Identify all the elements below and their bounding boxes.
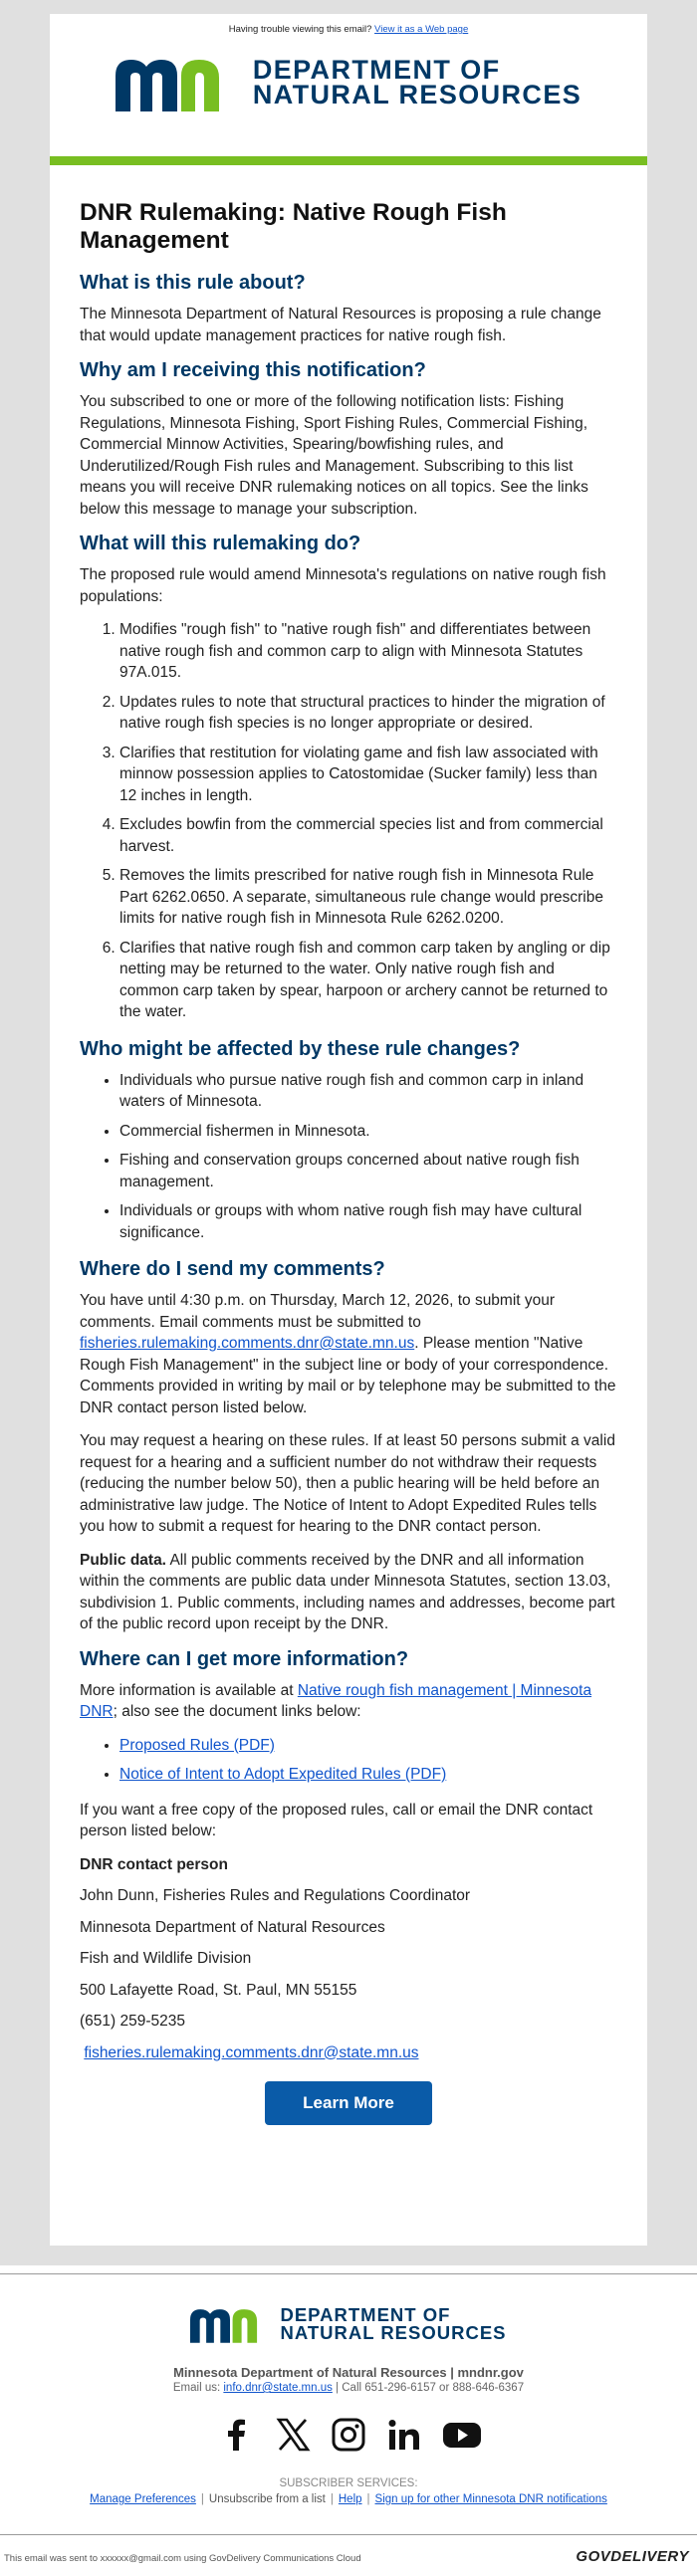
footer-logo: [0, 2305, 697, 2343]
unsubscribe-link[interactable]: Unsubscribe from a list: [208, 2493, 326, 2505]
notice-of-intent-link[interactable]: Notice of Intent to Adopt Expedited Rules (PDF): [119, 1766, 447, 1783]
list-item: [119, 1735, 617, 1757]
youtube-icon[interactable]: [442, 2417, 478, 2453]
more-info-prefix: More information is available at: [80, 1681, 298, 1699]
help-link[interactable]: Help: [338, 2493, 362, 2505]
who-heading: Who might be affected by these rule changes?: [80, 1037, 521, 1060]
manage-preferences-link[interactable]: Manage Preferences: [90, 2493, 196, 2505]
public-data-info: [80, 1550, 617, 1635]
free-copy-text: If you want a free copy of the proposed rules, call or email the DNR contact person listed below:: [80, 1801, 593, 1839]
footer-phone: | Call 651-296-6157 or 888-646-6367: [336, 2382, 525, 2394]
contact-name: John Dunn, Fisheries Rules and Regulations Coordinator: [80, 1887, 471, 1904]
public-data-label: Public data.: [80, 1551, 166, 1569]
list-item: 4. Excludes bowfin from the commercial species list and from commercial harvest.: [119, 814, 617, 857]
contact-label-text: DNR contact person: [80, 1855, 228, 1873]
facebook-icon[interactable]: [219, 2417, 255, 2453]
list-item: 2. Updates rules to note that structural practices to hinder the migration of native rough fish species is no longer appropriate or desired.: [119, 692, 617, 735]
footer: [0, 2265, 697, 2576]
what-intro: The proposed rule would amend Minnesota's regulations on native rough fish populations:: [80, 566, 606, 605]
instagram-icon[interactable]: [331, 2417, 366, 2453]
mn-logo-icon: [190, 2305, 270, 2343]
hearing-info: You may request a hearing on these rules. If at least 50 persons submit a valid request for a hearing and a sufficient number do not withdraw their requests (reducing the number below 50), then a public hearing will be held before an administrative law judge. The Notice of Intent to Adopt Expedited Rules tells you how to submit a request for hearing to the DNR contact person.: [80, 1432, 615, 1535]
sent-to-notice: This email was sent to xxxxxx@gmail.com using GovDelivery Communications Cloud: [4, 2553, 361, 2564]
comments-text: . Please mention "Native Rough Fish Management" in the subject line or body of your correspondence. Comments provided in writing by mail or by telephone may be submitted to the DNR contact person listed below.: [80, 1335, 616, 1416]
more-info-heading: Where can I get more information?: [80, 1647, 409, 1670]
separator: |: [330, 2493, 334, 2505]
govdelivery-logo: GOVDELIVERY: [576, 2548, 689, 2565]
subscriber-links: [0, 2493, 697, 2505]
signup-link[interactable]: Sign up for other Minnesota DNR notifications: [374, 2493, 607, 2505]
x-twitter-icon[interactable]: [275, 2417, 311, 2453]
email-body: [80, 199, 617, 2125]
why-heading: Why am I receiving this notification?: [80, 359, 426, 381]
email-label: Email us:: [172, 2382, 221, 2394]
list-item: • Individuals or groups with whom native rough fish may have cultural significance.: [119, 1200, 617, 1243]
about-body: The Minnesota Department of Natural Resources is proposing a rule change that would update management practices for native rough fish.: [80, 306, 601, 344]
list-item: 1. Modifies "rough fish" to "native rough fish" and differentiates between native rough fish and common carp to align with Minnesota Statutes 97A.015.: [119, 619, 617, 684]
contact-email: [80, 2042, 617, 2064]
wordmark-line-1: DEPARTMENT OF: [252, 55, 501, 85]
list-item: 5. Removes the limits prescribed for native rough fish in Minnesota Rule Part 6262.0650. A separate, simultaneous rule change would prescribe limits for native rough fish in Minnesota Rule 6262.0200.: [119, 865, 617, 930]
footer-email-link[interactable]: info.dnr@state.mn.us: [223, 2382, 333, 2394]
wordmark-line-2: NATURAL RESOURCES: [252, 80, 582, 109]
mn-logo-icon: [116, 54, 239, 111]
more-info-text: [80, 1680, 617, 1723]
list-item: • Commercial fishermen in Minnesota.: [119, 1121, 617, 1143]
linkedin-icon[interactable]: [386, 2417, 422, 2453]
list-item: 3. Clarifies that restitution for violating game and fish law associated with minnow possession applies to Catostomidae (Sucker family) less than 12 inches in length.: [119, 743, 617, 807]
preheader: [50, 14, 647, 35]
proposed-rules-link[interactable]: Proposed Rules (PDF): [119, 1736, 275, 1754]
list-item: [119, 1764, 617, 1786]
native-rough-fish-page-link[interactable]: Native rough fish management | Minnesota DNR: [80, 1681, 592, 1720]
preheader-text: Having trouble viewing this email?: [228, 24, 372, 35]
footer-contact: [0, 2382, 697, 2394]
affected-list: [80, 1070, 617, 1244]
document-links: [80, 1735, 617, 1786]
dnr-wordmark: [252, 55, 582, 109]
dnr-logo: [50, 53, 647, 112]
footer-wordmark: [280, 2306, 506, 2342]
social-links: [0, 2417, 697, 2453]
contact-org: Minnesota Department of Natural Resources: [80, 1918, 385, 1936]
footer-divider: [0, 2273, 697, 2274]
rule-changes-list: [80, 619, 617, 1023]
page-title: DNR Rulemaking: Native Rough Fish Management: [80, 199, 507, 254]
comments-text: You have until 4:30 p.m. on Thursday, March 12, 2026, to submit your comments. Email comments must be submitted to: [80, 1292, 556, 1331]
green-divider: [50, 156, 647, 165]
more-info-suffix: ; also see the document links below:: [113, 1703, 361, 1720]
contact-division: Fish and Wildlife Division: [80, 1950, 252, 1967]
list-item: • Fishing and conservation groups concerned about native rough fish management.: [119, 1150, 617, 1192]
about-heading: What is this rule about?: [80, 272, 306, 294]
separator: |: [200, 2493, 204, 2505]
list-item: • Individuals who pursue native rough fish and common carp in inland waters of Minnesota.: [119, 1070, 617, 1113]
contact-phone: (651) 259-5235: [80, 2013, 185, 2030]
why-body: You subscribed to one or more of the following notification lists: Fishing Regulations, Minnesota Fishing, Sport Fishing Rules, Commercial Fishing, Commercial Minnow Activities, Spearing/bowfishing rules, and Underutilized/Rough Fish rules and Management. Subscribing to this list means you will receive DNR rulemaking notices on all topics. See the links below this message to manage your subscription.: [80, 393, 588, 518]
comments-heading: Where do I send my comments?: [80, 1258, 385, 1280]
wordmark-line-1: DEPARTMENT OF: [280, 2304, 451, 2325]
comments-deadline: [80, 1290, 617, 1418]
list-item: 6. Clarifies that native rough fish and common carp taken by angling or dip netting may be returned to the water. Only native rough fish and common carp taken by spear, harpoon or archery cannot be returned to the water.: [119, 938, 617, 1023]
contact-label: [80, 1854, 617, 1876]
footer-org: Minnesota Department of Natural Resources | mndnr.gov: [173, 2365, 524, 2380]
cta-wrapper: [80, 2081, 617, 2125]
public-data-text: All public comments received by the DNR and all information within the comments are public data under Minnesota Statutes, section 13.03, subdivision 1. Public comments, including names and addresses, become part of the public record upon receipt by the DNR.: [80, 1551, 615, 1632]
comments-email-link[interactable]: fisheries.rulemaking.comments.dnr@state.mn.us: [80, 1335, 415, 1352]
wordmark-line-2: NATURAL RESOURCES: [280, 2322, 507, 2343]
email-card: [50, 14, 647, 2246]
learn-more-button[interactable]: Learn More: [265, 2081, 432, 2125]
subscriber-services-label: SUBSCRIBER SERVICES:: [279, 2477, 418, 2489]
contact-address: 500 Lafayette Road, St. Paul, MN 55155: [80, 1981, 357, 1999]
separator: |: [366, 2493, 370, 2505]
what-heading: What will this rulemaking do?: [80, 533, 361, 554]
contact-email-link[interactable]: fisheries.rulemaking.comments.dnr@state.mn.us: [84, 2043, 419, 2061]
web-version-link[interactable]: View it as a Web page: [374, 24, 469, 35]
footer-bottom-divider: [0, 2534, 697, 2535]
contact-block: [80, 1854, 617, 2064]
